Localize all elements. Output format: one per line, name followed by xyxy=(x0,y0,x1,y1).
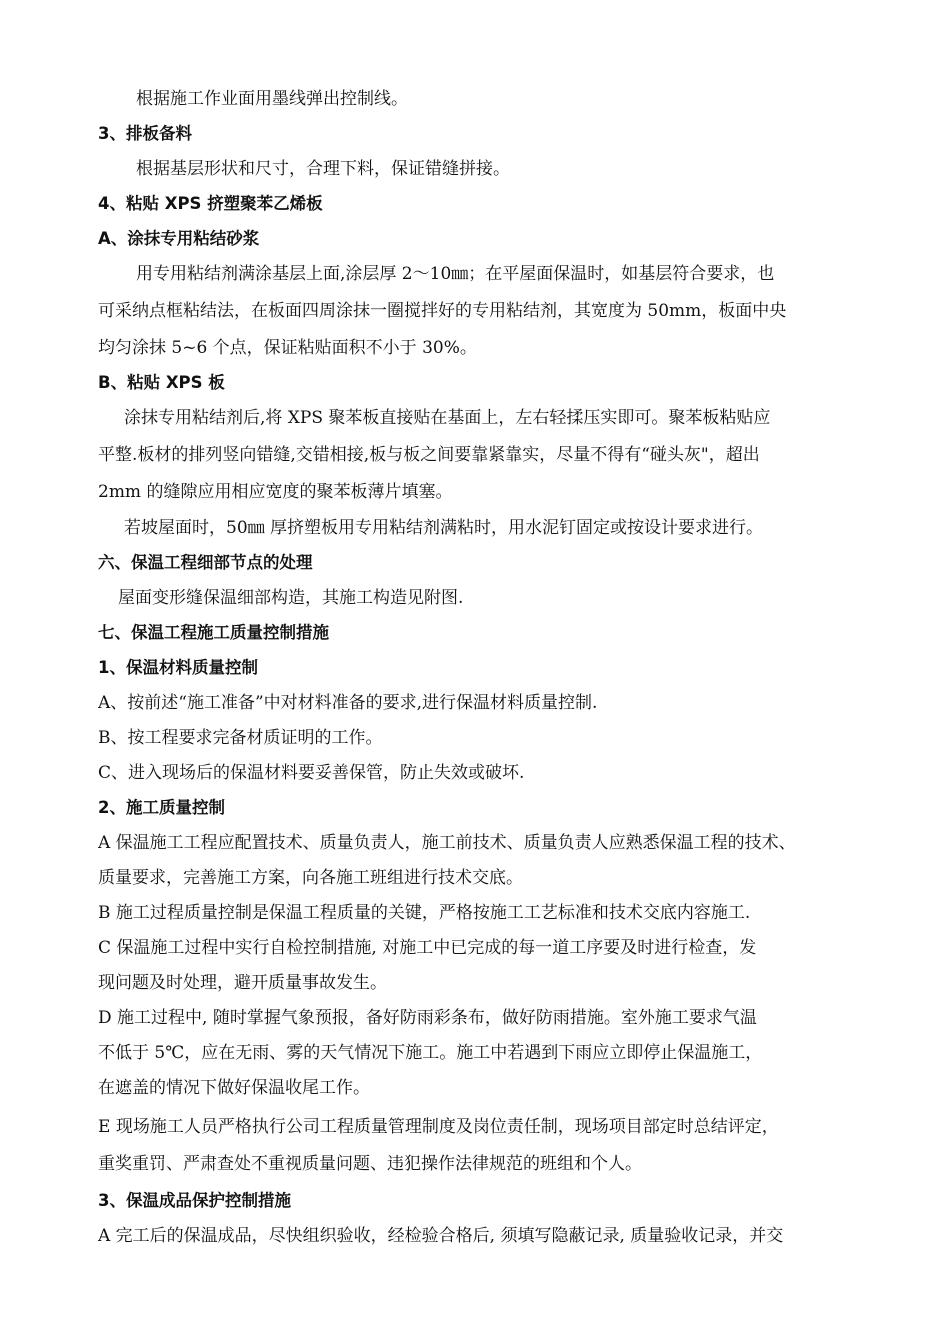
paragraph-line: A 完工后的保温成品，尽快组织验收，经检验合格后, 须填写隐蔽记录, 质量验收记录，并交 xyxy=(98,1226,784,1246)
paragraph-line: 重奖重罚、严肃查处不重视质量问题、违犯操作法律规范的班组和个人。 xyxy=(98,1154,642,1174)
paragraph-line: A、按前述“施工准备”中对材料准备的要求,进行保温材料质量控制. xyxy=(98,693,598,713)
paragraph-line: 2mm 的缝隙应用相应宽度的聚苯板薄片填塞。 xyxy=(98,482,453,502)
paragraph-line: 均匀涂抹 5~6 个点，保证粘贴面积不小于 30%。 xyxy=(98,338,477,358)
paragraph-line: 平整.板材的排列竖向错缝,交错相接,板与板之间要靠紧靠实，尽量不得有“碰头灰"，超出 xyxy=(98,445,760,465)
paragraph-line: 屋面变形缝保温细部构造，其施工构造见附图. xyxy=(118,588,464,608)
section-heading: A、涂抹专用粘结砂浆 xyxy=(98,229,260,248)
paragraph-line: B、按工程要求完备材质证明的工作。 xyxy=(98,728,383,748)
paragraph-line: C、进入现场后的保温材料要妥善保管，防止失效或破坏. xyxy=(98,763,525,783)
paragraph-line: 根据基层形状和尺寸，合理下料，保证错缝拼接。 xyxy=(136,159,510,179)
section-heading: 六、保温工程细部节点的处理 xyxy=(98,553,313,572)
section-heading: 七、保温工程施工质量控制措施 xyxy=(98,623,329,642)
paragraph-line: C 保温施工过程中实行自检控制措施, 对施工中已完成的每一道工序要及时进行检查，发 xyxy=(98,938,757,958)
section-heading: 3、保温成品保护控制措施 xyxy=(98,1191,291,1210)
paragraph-line: 不低于 5℃，应在无雨、雾的天气情况下施工。施工中若遇到下雨应立即停止保温施工， xyxy=(98,1043,763,1063)
paragraph-line: 若坡屋面时，50㎜ 厚挤塑板用专用粘结剂满粘时，用水泥钉固定或按设计要求进行。 xyxy=(124,518,764,538)
paragraph-line: 可采纳点框粘结法，在板面四周涂抹一圈搅拌好的专用粘结剂，其宽度为 50mm，板面中央 xyxy=(98,301,787,321)
paragraph-line: B 施工过程质量控制是保温工程质量的关键，严格按施工工艺标准和技术交底内容施工. xyxy=(98,903,751,923)
section-heading: 3、排板备料 xyxy=(98,124,192,143)
paragraph-line: 用专用粘结剂满涂基层上面,涂层厚 2～10㎜；在平屋面保温时，如基层符合要求，也 xyxy=(136,264,775,284)
section-heading: B、粘贴 XPS 板 xyxy=(98,373,225,392)
paragraph-line: E 现场施工人员严格执行公司工程质量管理制度及岗位责任制，现场项目部定时总结评定， xyxy=(98,1117,779,1137)
paragraph-line: 涂抹专用粘结剂后,将 XPS 聚苯板直接贴在基面上，左右轻揉压实即可。聚苯板粘贴应 xyxy=(124,408,771,428)
paragraph-line: 现问题及时处理，避开质量事故发生。 xyxy=(98,973,387,993)
paragraph-line: A 保温施工工程应配置技术、质量负责人，施工前技术、质量负责人应熟悉保温工程的技术、 xyxy=(98,833,796,853)
section-heading: 4、粘贴 XPS 挤塑聚苯乙烯板 xyxy=(98,194,323,213)
paragraph-line: 质量要求，完善施工方案，向各施工班组进行技术交底。 xyxy=(98,868,523,888)
paragraph-line: 根据施工作业面用墨线弹出控制线。 xyxy=(136,89,408,109)
section-heading: 2、施工质量控制 xyxy=(98,798,225,817)
paragraph-line: 在遮盖的情况下做好保温收尾工作。 xyxy=(98,1078,370,1098)
paragraph-line: D 施工过程中, 随时掌握气象预报，备好防雨彩条布，做好防雨措施。室外施工要求气温 xyxy=(98,1008,757,1028)
section-heading: 1、保温材料质量控制 xyxy=(98,658,258,677)
